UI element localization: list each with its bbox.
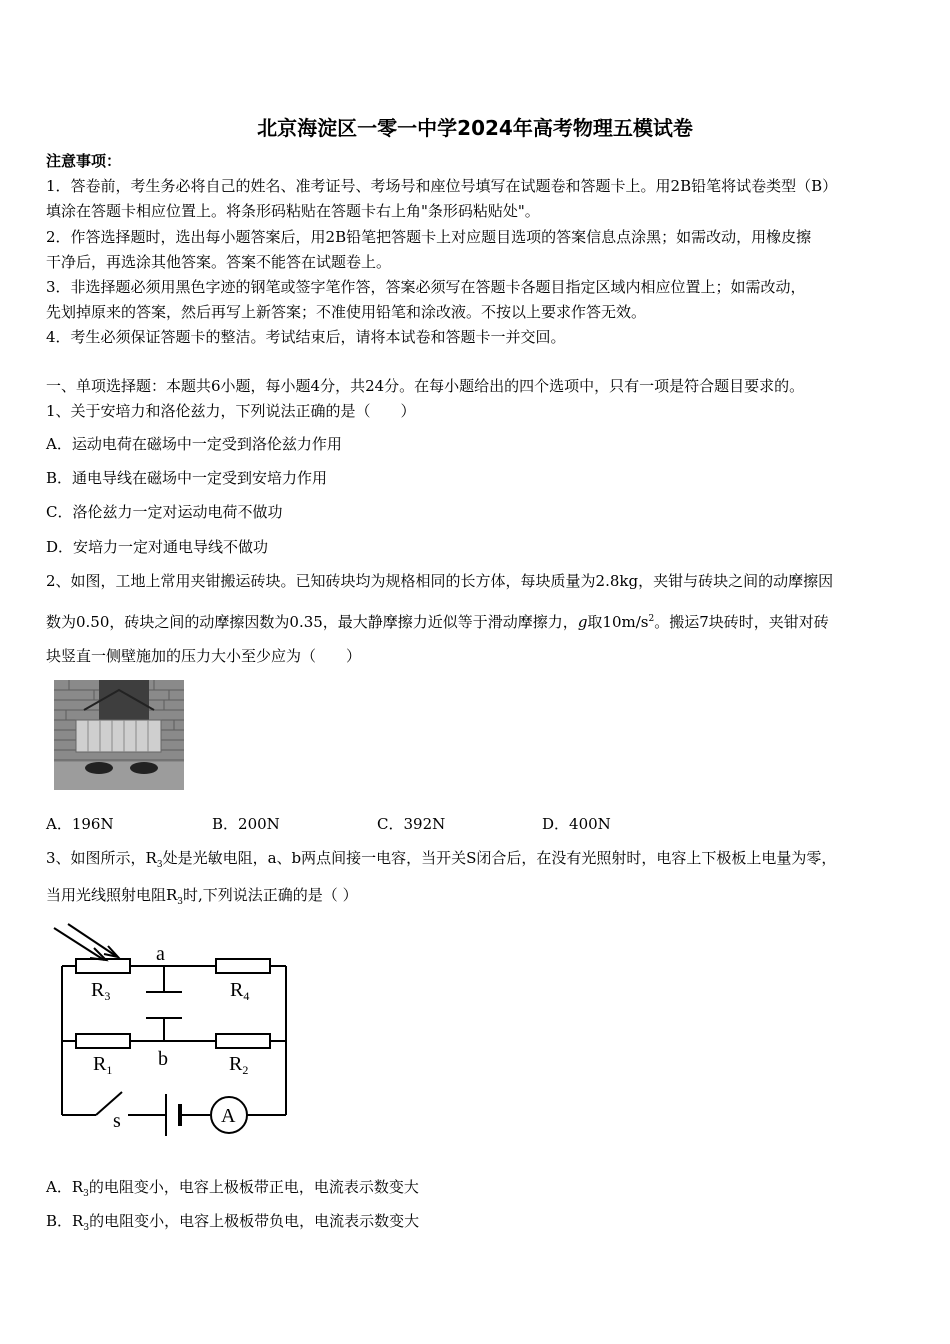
question-2-option-a: A．196N <box>46 815 114 833</box>
notice-line: 3．非选择题必须用黑色字迹的钢笔或签字笔作答，答案必须写在答题卡各题目指定区域内相应位置上；如需改动， <box>46 278 806 296</box>
resistor-r1 <box>76 1034 130 1048</box>
question-1-stem: 1、关于安培力和洛伦兹力，下列说法正确的是（ ） <box>46 402 416 420</box>
notice-line: 4．考生必须保证答题卡的整洁。考试结束后，请将本试卷和答题卡一并交回。 <box>46 328 566 346</box>
notice-line: 2．作答选择题时，选出每小题答案后，用2B铅笔把答题卡上对应题目选项的答案信息点涂黑；如需改动，用橡皮擦 <box>46 228 812 246</box>
notice-line: 干净后，再选涂其他答案。答案不能答在试题卷上。 <box>46 253 392 271</box>
notice-line: 先划掉原来的答案，然后再写上新答案；不准使用铅笔和涂改液。不按以上要求作答无效。 <box>46 303 647 321</box>
notice-line: 1．答卷前，考生务必将自己的姓名、准考证号、考场号和座位号填写在试题卷和答题卡上。用2B铅笔将试卷类型（B） <box>46 177 838 195</box>
question-2-line: 2、如图，工地上常用夹钳搬运砖块。已知砖块均为规格相同的长方体，每块质量为2.8kg，夹钳与砖块之间的动摩擦因 <box>46 572 834 590</box>
r1-label: $R_1$ <box>93 1053 113 1077</box>
brick-clamp-photo <box>54 680 184 790</box>
circuit-diagram <box>46 922 296 1142</box>
r4-label: $R_4$ <box>230 979 250 1003</box>
ammeter-label: A <box>221 1105 236 1127</box>
resistor-r2 <box>216 1034 270 1048</box>
question-2-line: 块竖直一侧壁施加的压力大小至少应为（ ） <box>46 647 362 665</box>
r2-label: $R_2$ <box>229 1053 249 1077</box>
section-heading: 一、单项选择题：本题共6小题，每小题4分，共24分。在每小题给出的四个选项中，只有一项是符合题目要求的。 <box>46 377 805 395</box>
r3-label: $R_3$ <box>91 979 111 1003</box>
question-3-option-b: B．$R_3$的电阻变小，电容上极板带负电，电流表示数变大 <box>46 1212 420 1233</box>
question-2-option-d: D．400N <box>542 815 611 833</box>
question-3-line: 当用光线照射电阻$R_3$时,下列说法正确的是（ ） <box>46 886 358 907</box>
question-2-option-b: B．200N <box>212 815 280 833</box>
point-a-label: a <box>156 943 165 965</box>
notice-line: 填涂在答题卡相应位置上。将条形码粘贴在答题卡右上角"条形码粘贴处"。 <box>46 202 540 220</box>
resistor-r4 <box>216 959 270 973</box>
question-1-option-a: A．运动电荷在磁场中一定受到洛伦兹力作用 <box>46 435 342 453</box>
question-1-option-b: B．通电导线在磁场中一定受到安培力作用 <box>46 469 328 487</box>
question-3-option-a: A．$R_3$的电阻变小，电容上极板带正电，电流表示数变大 <box>46 1178 419 1199</box>
switch-label: s <box>113 1110 121 1132</box>
notice-heading: 注意事项： <box>46 152 122 170</box>
question-3-line: 3、如图所示，$R_3$处是光敏电阻，a、b两点间接一电容，当开关S闭合后，在没有光照射时，电容上下极板上电量为零， <box>46 849 837 870</box>
point-b-label: b <box>158 1048 168 1070</box>
question-1-option-d: D．安培力一定对通电导线不做功 <box>46 538 269 556</box>
question-2-option-c: C．392N <box>377 815 446 833</box>
page-title: 北京海淀区一零一中学2024年高考物理五模试卷 <box>257 116 693 140</box>
question-1-option-c: C．洛伦兹力一定对运动电荷不做功 <box>46 503 283 521</box>
question-2-line: 数为0.50，砖块之间的动摩擦因数为0.35，最大静摩擦力近似等于滑动摩擦力，g取$10m/s^2$。搬运7块砖时，夹钳对砖 <box>46 613 829 631</box>
resistor-r3 <box>76 959 130 973</box>
